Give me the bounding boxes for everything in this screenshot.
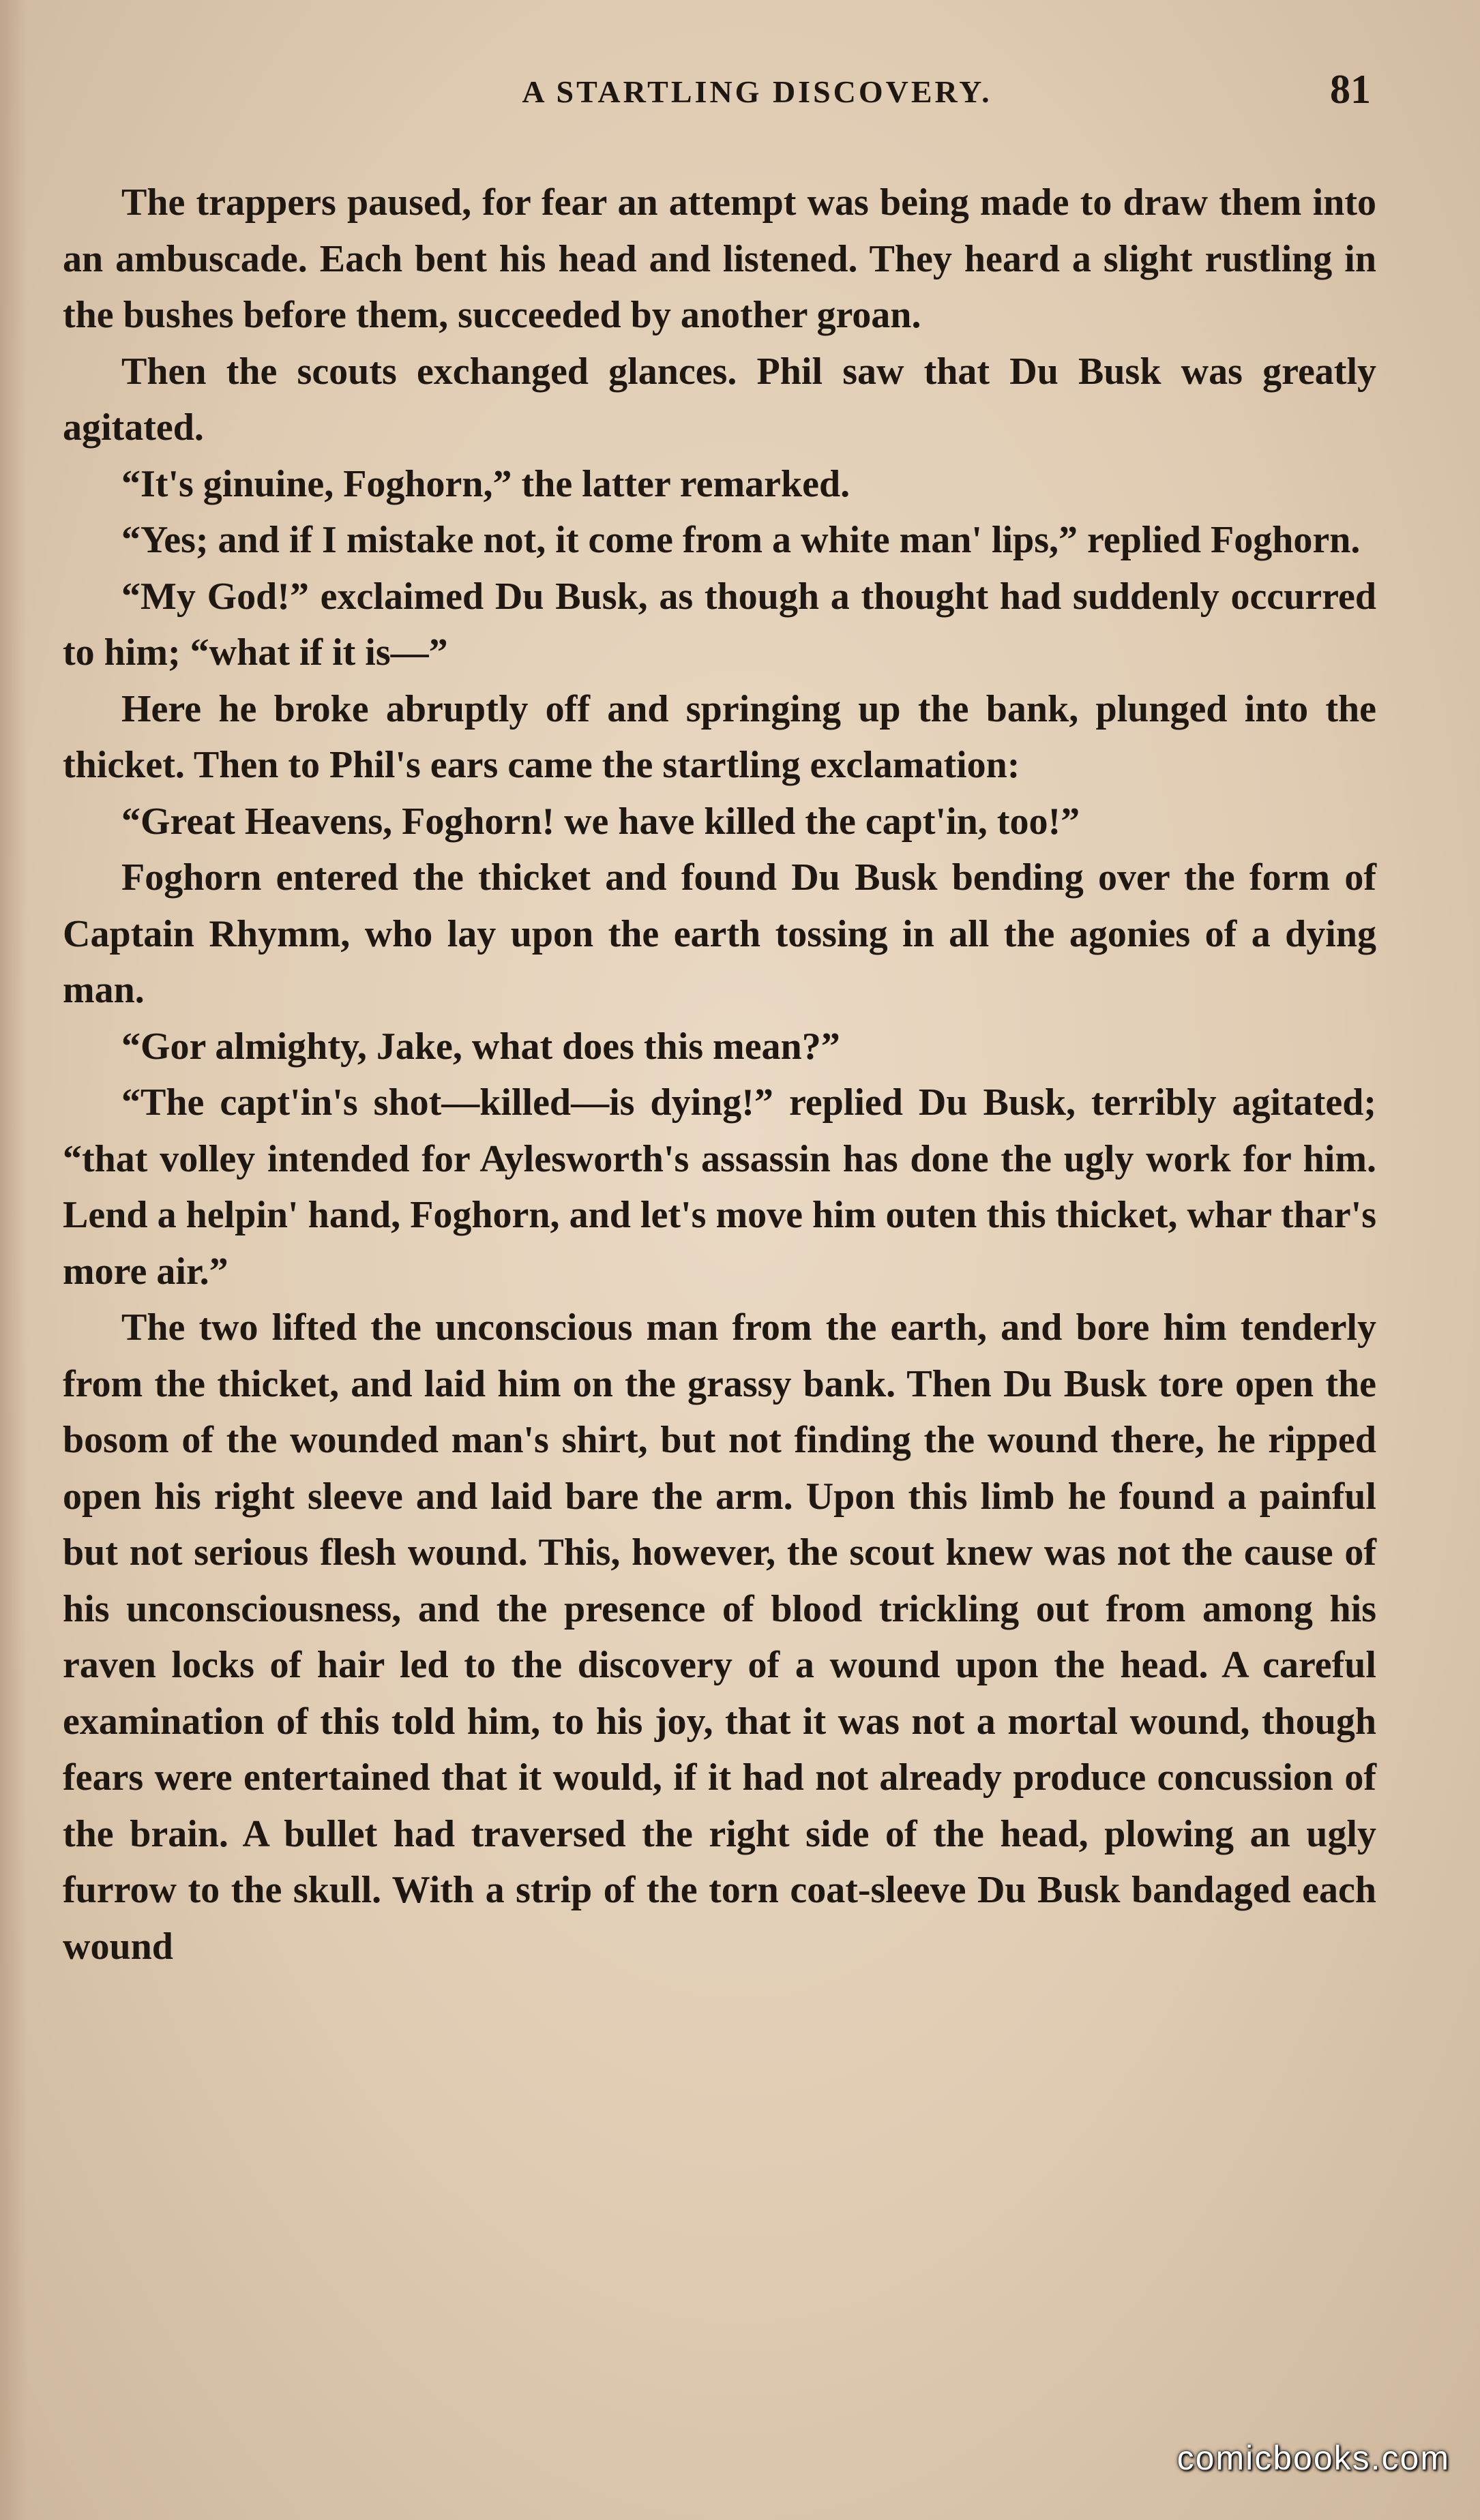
paragraph: “Yes; and if I mistake not, it come from a white man' lips,” replied Foghorn.: [121, 519, 1361, 561]
page-number: 81: [1330, 67, 1371, 112]
paragraph: Here he broke abruptly off and springing up the bank, plunged into the thicket. Then to Phil's ears came the startling exclamation:: [63, 687, 1376, 786]
paragraph: Then the scouts exchanged glances. Phil saw that Du Busk was greatly agitated.: [63, 350, 1376, 449]
paragraph: The trappers paused, for fear an attempt was being made to draw them into an ambuscade. Each bent his head and listened. They heard a slight rustling in the bushes before them, succeeded by another groan.: [63, 181, 1376, 336]
paragraph: The two lifted the unconscious man from the earth, and bore him tenderly from the thicket, and laid him on the grassy bank. Then Du Busk tore open the bosom of the wounded man's shirt, but not finding the wound there, he ripped open his right sleeve and laid bare the arm. Upon this limb he found a painful but not serious flesh wound. This, however, the scout knew was not the cause of his unconsciousness, and the presence of blood trickling out from among his raven locks of hair led to the discovery of a wound upon the head. A careful examination of this told him, to his joy, that it was not a mortal wound, though fears were entertained that it would, if it had not already produce concussion of the brain. A bullet had traversed the right side of the head, plowing an ugly furrow to the skull. With a strip of the torn coat-sleeve Du Busk bandaged each wound: [63, 1306, 1376, 1968]
body-text: [63, 175, 1376, 1975]
page-gutter-shadow: [0, 0, 27, 2520]
paragraph: “My God!” exclaimed Du Busk, as though a thought had suddenly occurred to him; “what if it is—”: [63, 575, 1376, 674]
paragraph: “The capt'in's shot—killed—is dying!” replied Du Busk, terribly agitated; “that volley intended for Aylesworth's assassin has done the ugly work for him. Lend a helpin' hand, Foghorn, and let's move him outen this thicket, whar thar's more air.”: [63, 1081, 1376, 1293]
source-watermark: comicbooks.com: [1176, 2439, 1450, 2477]
paragraph: Foghorn entered the thicket and found Du Busk bending over the form of Captain Rhymm, who lay upon the earth tossing in all the agonies of a dying man.: [63, 856, 1376, 1011]
paragraph: “Gor almighty, Jake, what does this mean?”: [121, 1025, 840, 1068]
paragraph: “Great Heavens, Foghorn! we have killed the capt'in, too!”: [121, 800, 1080, 843]
running-head: [136, 68, 1378, 123]
paragraph: “It's ginuine, Foghorn,” the latter remarked.: [121, 462, 850, 505]
chapter-title: A STARTLING DISCOVERY.: [522, 74, 992, 109]
